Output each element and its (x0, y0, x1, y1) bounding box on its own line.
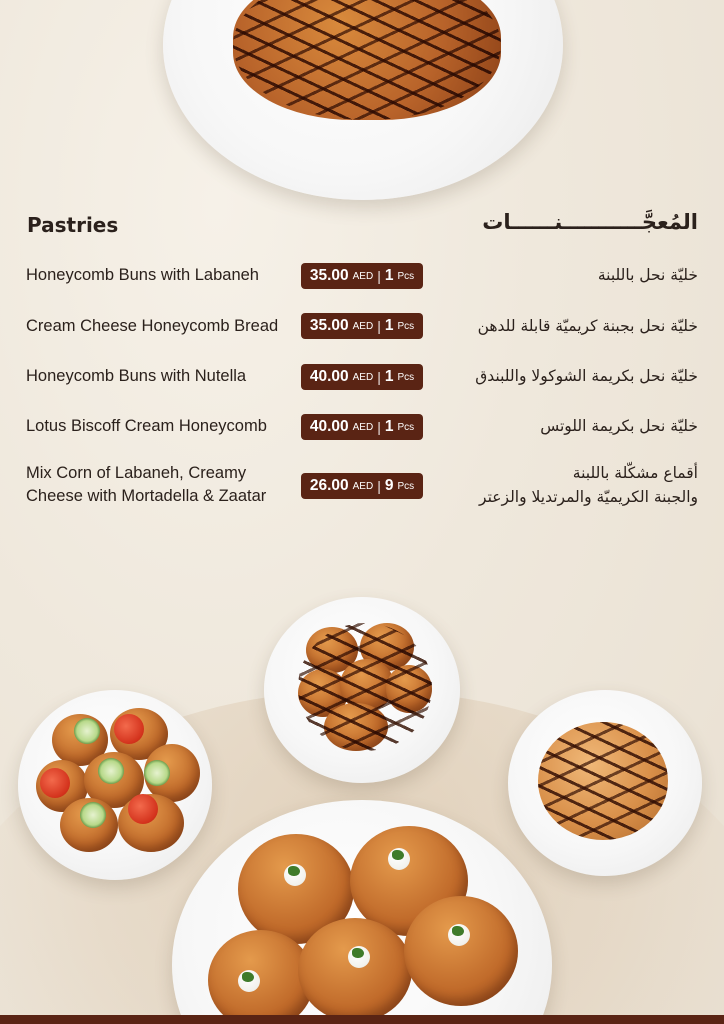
item-name-en: Cream Cheese Honeycomb Bread (26, 317, 279, 335)
unit-label: Pcs (397, 320, 415, 332)
left-food-photo (18, 690, 212, 880)
section-title-ar: المُعجَّـــــــــــنــــــات (482, 210, 698, 234)
quantity-value: 1 (384, 317, 394, 334)
middle-food-photo (264, 597, 460, 783)
item-name-en: Mix Corn of Labaneh, Creamy Cheese with Mortadella & Zaatar (26, 464, 267, 505)
quantity-value: 1 (384, 368, 394, 385)
currency-label: AED (352, 421, 374, 433)
item-name-en: Honeycomb Buns with Labaneh (26, 266, 259, 284)
unit-label: Pcs (397, 421, 415, 433)
currency-label: AED (352, 320, 374, 332)
item-name-ar: أقماع مشكّلة باللبنة والجبنة الكريميّة والمرتديلا والزعتر (479, 464, 698, 506)
price-badge (301, 313, 423, 339)
item-name-ar: خليّة نحل باللبنة (597, 266, 698, 284)
unit-label: Pcs (397, 371, 415, 383)
footer-bar (0, 1015, 724, 1024)
quantity-value: 1 (384, 267, 394, 284)
divider: | (377, 369, 381, 385)
currency-label: AED (352, 270, 374, 282)
unit-label: Pcs (397, 480, 415, 492)
price-value: 26.00 (309, 477, 349, 494)
price-badge (301, 364, 423, 390)
divider: | (377, 318, 381, 334)
divider: | (377, 419, 381, 435)
unit-label: Pcs (397, 270, 415, 282)
section-title-en: Pastries (27, 213, 119, 237)
item-name-en: Honeycomb Buns with Nutella (26, 367, 247, 385)
top-food-photo (163, 0, 563, 200)
price-value: 40.00 (309, 418, 349, 435)
currency-label: AED (352, 480, 374, 492)
divider: | (377, 268, 381, 284)
price-value: 35.00 (309, 267, 349, 284)
price-badge (301, 263, 423, 289)
price-value: 40.00 (309, 368, 349, 385)
price-badge (301, 473, 423, 499)
quantity-value: 1 (384, 418, 394, 435)
item-name-ar: خليّة نحل بكريمة اللوتس (540, 417, 698, 435)
price-value: 35.00 (309, 317, 349, 334)
item-name-ar: خليّة نحل بجبنة كريميّة قابلة للدهن (477, 317, 698, 335)
currency-label: AED (352, 371, 374, 383)
item-name-en: Lotus Biscoff Cream Honeycomb (26, 417, 267, 435)
divider: | (377, 478, 381, 494)
quantity-value: 9 (384, 477, 394, 494)
item-name-ar: خليّة نحل بكريمة الشوكولا واللبندق (475, 367, 698, 385)
price-badge (301, 414, 423, 440)
right-food-photo (508, 690, 702, 876)
